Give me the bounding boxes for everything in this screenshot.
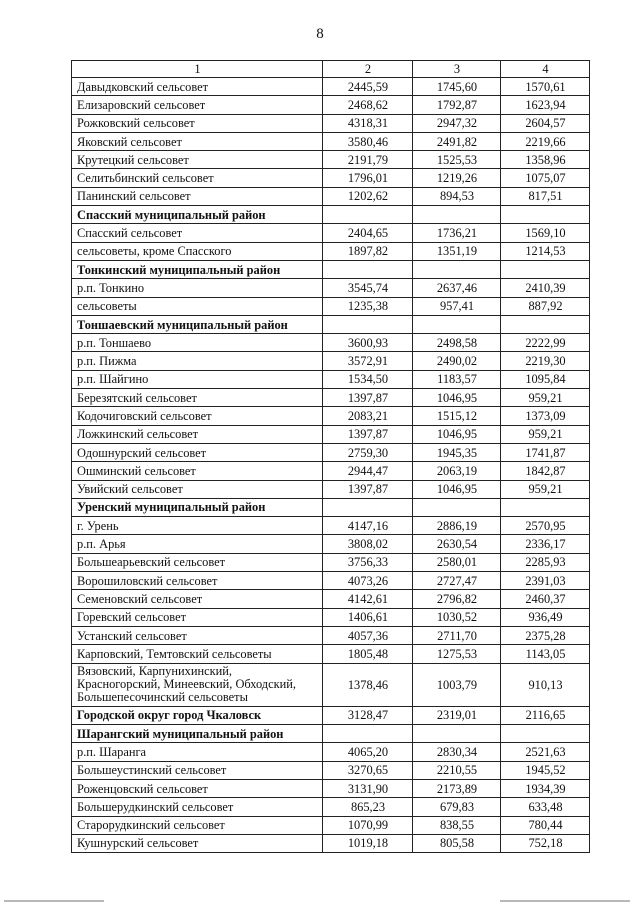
locality-name-cell: Старорудкинский сельсовет (72, 816, 323, 834)
value-cell-col-2: 4142,61 (323, 590, 413, 608)
table-header-row (72, 61, 590, 78)
value-cell-col-2: 3572,91 (323, 352, 413, 370)
scan-artifact (500, 900, 630, 902)
value-cell-col-3: 1046,95 (413, 480, 501, 498)
district-row (72, 706, 590, 724)
value-cell-col-4: 959,21 (501, 480, 590, 498)
value-cell-col-4: 887,92 (501, 297, 590, 315)
district-name-cell: Тонкинский муниципальный район (72, 260, 323, 278)
value-cell-col-3: 2830,34 (413, 743, 501, 761)
table-row (72, 572, 590, 590)
table-row (72, 224, 590, 242)
locality-name-cell: Увийский сельсовет (72, 480, 323, 498)
value-cell-col-2: 1397,87 (323, 425, 413, 443)
locality-name-cell: Елизаровский сельсовет (72, 96, 323, 114)
value-cell-col-3 (413, 315, 501, 333)
locality-name-cell: Давыдковский сельсовет (72, 78, 323, 96)
value-cell-col-4: 1143,05 (501, 645, 590, 663)
district-name-cell: Городской округ город Чкаловск (72, 706, 323, 724)
value-cell-col-2: 3600,93 (323, 334, 413, 352)
value-cell-col-2 (323, 725, 413, 743)
value-cell-col-3: 2210,55 (413, 761, 501, 779)
value-cell-col-4: 2116,65 (501, 706, 590, 724)
value-cell-col-2: 865,23 (323, 798, 413, 816)
value-cell-col-3: 838,55 (413, 816, 501, 834)
district-row (72, 498, 590, 516)
value-cell-col-4: 2570,95 (501, 517, 590, 535)
value-cell-col-4: 1075,07 (501, 169, 590, 187)
value-cell-col-2: 4065,20 (323, 743, 413, 761)
value-cell-col-4: 936,49 (501, 608, 590, 626)
value-cell-col-3: 1003,79 (413, 663, 501, 706)
table-row (72, 798, 590, 816)
value-cell-col-4: 910,13 (501, 663, 590, 706)
value-cell-col-3: 1183,57 (413, 370, 501, 388)
value-cell-col-4: 1373,09 (501, 407, 590, 425)
value-cell-col-4: 959,21 (501, 425, 590, 443)
value-cell-col-2: 3545,74 (323, 279, 413, 297)
district-name-cell: Тоншаевский муниципальный район (72, 315, 323, 333)
district-name-cell: Уренский муниципальный район (72, 498, 323, 516)
value-cell-col-2: 1070,99 (323, 816, 413, 834)
locality-name-cell: Семеновский сельсовет (72, 590, 323, 608)
value-cell-col-3: 2796,82 (413, 590, 501, 608)
table-row (72, 242, 590, 260)
table-row (72, 132, 590, 150)
value-cell-col-4 (501, 498, 590, 516)
table-row (72, 480, 590, 498)
table-row (72, 626, 590, 644)
value-cell-col-2: 1378,46 (323, 663, 413, 706)
locality-name-cell: Роженцовский сельсовет (72, 779, 323, 797)
table-row (72, 334, 590, 352)
value-cell-col-4: 1214,53 (501, 242, 590, 260)
district-row (72, 260, 590, 278)
header-cell: 4 (501, 61, 590, 78)
table-row (72, 425, 590, 443)
value-cell-col-4: 1842,87 (501, 462, 590, 480)
value-cell-col-2: 1235,38 (323, 297, 413, 315)
value-cell-col-4: 1623,94 (501, 96, 590, 114)
locality-name-cell: Большеарьевский сельсовет (72, 553, 323, 571)
value-cell-col-3: 2637,46 (413, 279, 501, 297)
locality-name-cell: Горевский сельсовет (72, 608, 323, 626)
value-cell-col-2: 1897,82 (323, 242, 413, 260)
table-row (72, 443, 590, 461)
value-cell-col-3: 1515,12 (413, 407, 501, 425)
table-row (72, 608, 590, 626)
value-cell-col-4: 2222,99 (501, 334, 590, 352)
value-cell-col-3: 805,58 (413, 834, 501, 852)
value-cell-col-2: 4147,16 (323, 517, 413, 535)
value-cell-col-3 (413, 725, 501, 743)
value-cell-col-3: 2173,89 (413, 779, 501, 797)
value-cell-col-3: 1351,19 (413, 242, 501, 260)
value-cell-col-4: 1095,84 (501, 370, 590, 388)
locality-name-cell: сельсоветы (72, 297, 323, 315)
header-cell: 2 (323, 61, 413, 78)
value-cell-col-2 (323, 498, 413, 516)
locality-name-cell: Большеустинский сельсовет (72, 761, 323, 779)
table-row (72, 743, 590, 761)
value-cell-col-2: 1397,87 (323, 389, 413, 407)
locality-name-cell: Рожковский сельсовет (72, 114, 323, 132)
value-cell-col-2 (323, 315, 413, 333)
value-cell-col-4: 2285,93 (501, 553, 590, 571)
value-cell-col-2: 1534,50 (323, 370, 413, 388)
value-cell-col-4: 2219,30 (501, 352, 590, 370)
table-row (72, 834, 590, 852)
table-row (72, 151, 590, 169)
value-cell-col-3: 1030,52 (413, 608, 501, 626)
locality-name-cell: р.п. Тонкино (72, 279, 323, 297)
locality-name-cell: Селитьбинский сельсовет (72, 169, 323, 187)
value-cell-col-3: 1745,60 (413, 78, 501, 96)
locality-name-cell: Большерудкинский сельсовет (72, 798, 323, 816)
table-row (72, 462, 590, 480)
table-row (72, 187, 590, 205)
value-cell-col-4: 2336,17 (501, 535, 590, 553)
header-cell: 1 (72, 61, 323, 78)
value-cell-col-4 (501, 315, 590, 333)
value-cell-col-3: 2947,32 (413, 114, 501, 132)
value-cell-col-4: 959,21 (501, 389, 590, 407)
locality-name-cell: Панинский сельсовет (72, 187, 323, 205)
value-cell-col-4 (501, 206, 590, 224)
locality-name-cell: Ворошиловский сельсовет (72, 572, 323, 590)
value-cell-col-3: 2491,82 (413, 132, 501, 150)
value-cell-col-2: 3808,02 (323, 535, 413, 553)
value-cell-col-2: 3131,90 (323, 779, 413, 797)
table-row (72, 169, 590, 187)
value-cell-col-4: 780,44 (501, 816, 590, 834)
value-cell-col-3: 1736,21 (413, 224, 501, 242)
value-cell-col-2: 1796,01 (323, 169, 413, 187)
value-cell-col-3: 2063,19 (413, 462, 501, 480)
table-row (72, 553, 590, 571)
locality-name-cell: Ошминский сельсовет (72, 462, 323, 480)
table-row (72, 279, 590, 297)
locality-name-cell: р.п. Шайгино (72, 370, 323, 388)
value-cell-col-3: 2727,47 (413, 572, 501, 590)
locality-name-cell: Вязовский, Карпунихинский, Красногорский, Минеевский, Обходский, Большепесочинский сельсоветы (72, 663, 323, 706)
value-cell-col-2: 2083,21 (323, 407, 413, 425)
value-cell-col-3: 1275,53 (413, 645, 501, 663)
page-number: 8 (316, 26, 324, 42)
value-cell-col-2: 4073,26 (323, 572, 413, 590)
value-cell-col-2: 3270,65 (323, 761, 413, 779)
value-cell-col-2: 2445,59 (323, 78, 413, 96)
locality-name-cell: р.п. Арья (72, 535, 323, 553)
locality-name-cell: Устанский сельсовет (72, 626, 323, 644)
value-cell-col-2: 2759,30 (323, 443, 413, 461)
value-cell-col-4: 2460,37 (501, 590, 590, 608)
table-row (72, 297, 590, 315)
district-row (72, 315, 590, 333)
value-cell-col-4: 2410,39 (501, 279, 590, 297)
value-cell-col-3: 1945,35 (413, 443, 501, 461)
table-row (72, 517, 590, 535)
value-cell-col-4: 633,48 (501, 798, 590, 816)
value-cell-col-3: 957,41 (413, 297, 501, 315)
table-row (72, 645, 590, 663)
value-cell-col-4 (501, 260, 590, 278)
value-cell-col-2 (323, 206, 413, 224)
locality-name-cell: Кушнурский сельсовет (72, 834, 323, 852)
value-cell-col-2: 2468,62 (323, 96, 413, 114)
value-cell-col-3 (413, 260, 501, 278)
table-row (72, 779, 590, 797)
value-cell-col-3: 894,53 (413, 187, 501, 205)
value-cell-col-4: 2375,28 (501, 626, 590, 644)
table-row (72, 761, 590, 779)
table-body (72, 61, 590, 853)
header-cell: 3 (413, 61, 501, 78)
locality-name-cell: Ложкинский сельсовет (72, 425, 323, 443)
locality-name-cell: Кодочиговский сельсовет (72, 407, 323, 425)
locality-name-cell: сельсоветы, кроме Спасского (72, 242, 323, 260)
value-cell-col-4: 1570,61 (501, 78, 590, 96)
table-row (72, 370, 590, 388)
district-row (72, 725, 590, 743)
table-row (72, 407, 590, 425)
value-cell-col-2: 1397,87 (323, 480, 413, 498)
value-cell-col-4: 1569,10 (501, 224, 590, 242)
value-cell-col-2: 3128,47 (323, 706, 413, 724)
locality-name-cell: р.п. Шаранга (72, 743, 323, 761)
value-cell-col-2: 2404,65 (323, 224, 413, 242)
value-cell-col-2 (323, 260, 413, 278)
value-cell-col-2: 4057,36 (323, 626, 413, 644)
value-cell-col-3: 1792,87 (413, 96, 501, 114)
value-cell-col-4: 2219,66 (501, 132, 590, 150)
value-cell-col-4: 1741,87 (501, 443, 590, 461)
locality-name-cell: р.п. Тоншаево (72, 334, 323, 352)
locality-name-cell: Березятский сельсовет (72, 389, 323, 407)
table-row (72, 535, 590, 553)
value-cell-col-3: 1525,53 (413, 151, 501, 169)
value-cell-col-3: 1219,26 (413, 169, 501, 187)
value-cell-col-4: 1358,96 (501, 151, 590, 169)
value-cell-col-2: 1805,48 (323, 645, 413, 663)
value-cell-col-3 (413, 498, 501, 516)
value-cell-col-3: 2498,58 (413, 334, 501, 352)
locality-name-cell: Яковский сельсовет (72, 132, 323, 150)
district-row (72, 206, 590, 224)
table-row (72, 663, 590, 706)
value-cell-col-2: 3580,46 (323, 132, 413, 150)
table-row (72, 590, 590, 608)
value-cell-col-3: 2580,01 (413, 553, 501, 571)
table-row (72, 78, 590, 96)
table-row (72, 96, 590, 114)
value-cell-col-2: 2191,79 (323, 151, 413, 169)
value-cell-col-3: 2319,01 (413, 706, 501, 724)
value-cell-col-4: 817,51 (501, 187, 590, 205)
value-cell-col-4: 2604,57 (501, 114, 590, 132)
locality-name-cell: р.п. Пижма (72, 352, 323, 370)
value-cell-col-2: 1406,61 (323, 608, 413, 626)
value-cell-col-4: 1945,52 (501, 761, 590, 779)
value-cell-col-3: 679,83 (413, 798, 501, 816)
value-cell-col-3: 2711,70 (413, 626, 501, 644)
locality-name-cell: г. Урень (72, 517, 323, 535)
value-cell-col-2: 4318,31 (323, 114, 413, 132)
value-cell-col-2: 1019,18 (323, 834, 413, 852)
value-cell-col-4: 1934,39 (501, 779, 590, 797)
value-cell-col-2: 1202,62 (323, 187, 413, 205)
value-cell-col-3: 1046,95 (413, 389, 501, 407)
value-cell-col-4: 2391,03 (501, 572, 590, 590)
locality-name-cell: Спасский сельсовет (72, 224, 323, 242)
table-row (72, 389, 590, 407)
value-cell-col-4: 2521,63 (501, 743, 590, 761)
table-row (72, 352, 590, 370)
tariff-table (71, 60, 590, 853)
value-cell-col-2: 2944,47 (323, 462, 413, 480)
district-name-cell: Шарангский муниципальный район (72, 725, 323, 743)
locality-name-cell: Крутецкий сельсовет (72, 151, 323, 169)
value-cell-col-3: 1046,95 (413, 425, 501, 443)
locality-name-cell: Карповский, Темтовский сельсоветы (72, 645, 323, 663)
value-cell-col-3: 2630,54 (413, 535, 501, 553)
district-name-cell: Спасский муниципальный район (72, 206, 323, 224)
table-row (72, 816, 590, 834)
scan-artifact (4, 900, 104, 902)
value-cell-col-4: 752,18 (501, 834, 590, 852)
value-cell-col-2: 3756,33 (323, 553, 413, 571)
value-cell-col-3 (413, 206, 501, 224)
table-row (72, 114, 590, 132)
value-cell-col-3: 2490,02 (413, 352, 501, 370)
value-cell-col-4 (501, 725, 590, 743)
value-cell-col-3: 2886,19 (413, 517, 501, 535)
locality-name-cell: Одошнурский сельсовет (72, 443, 323, 461)
